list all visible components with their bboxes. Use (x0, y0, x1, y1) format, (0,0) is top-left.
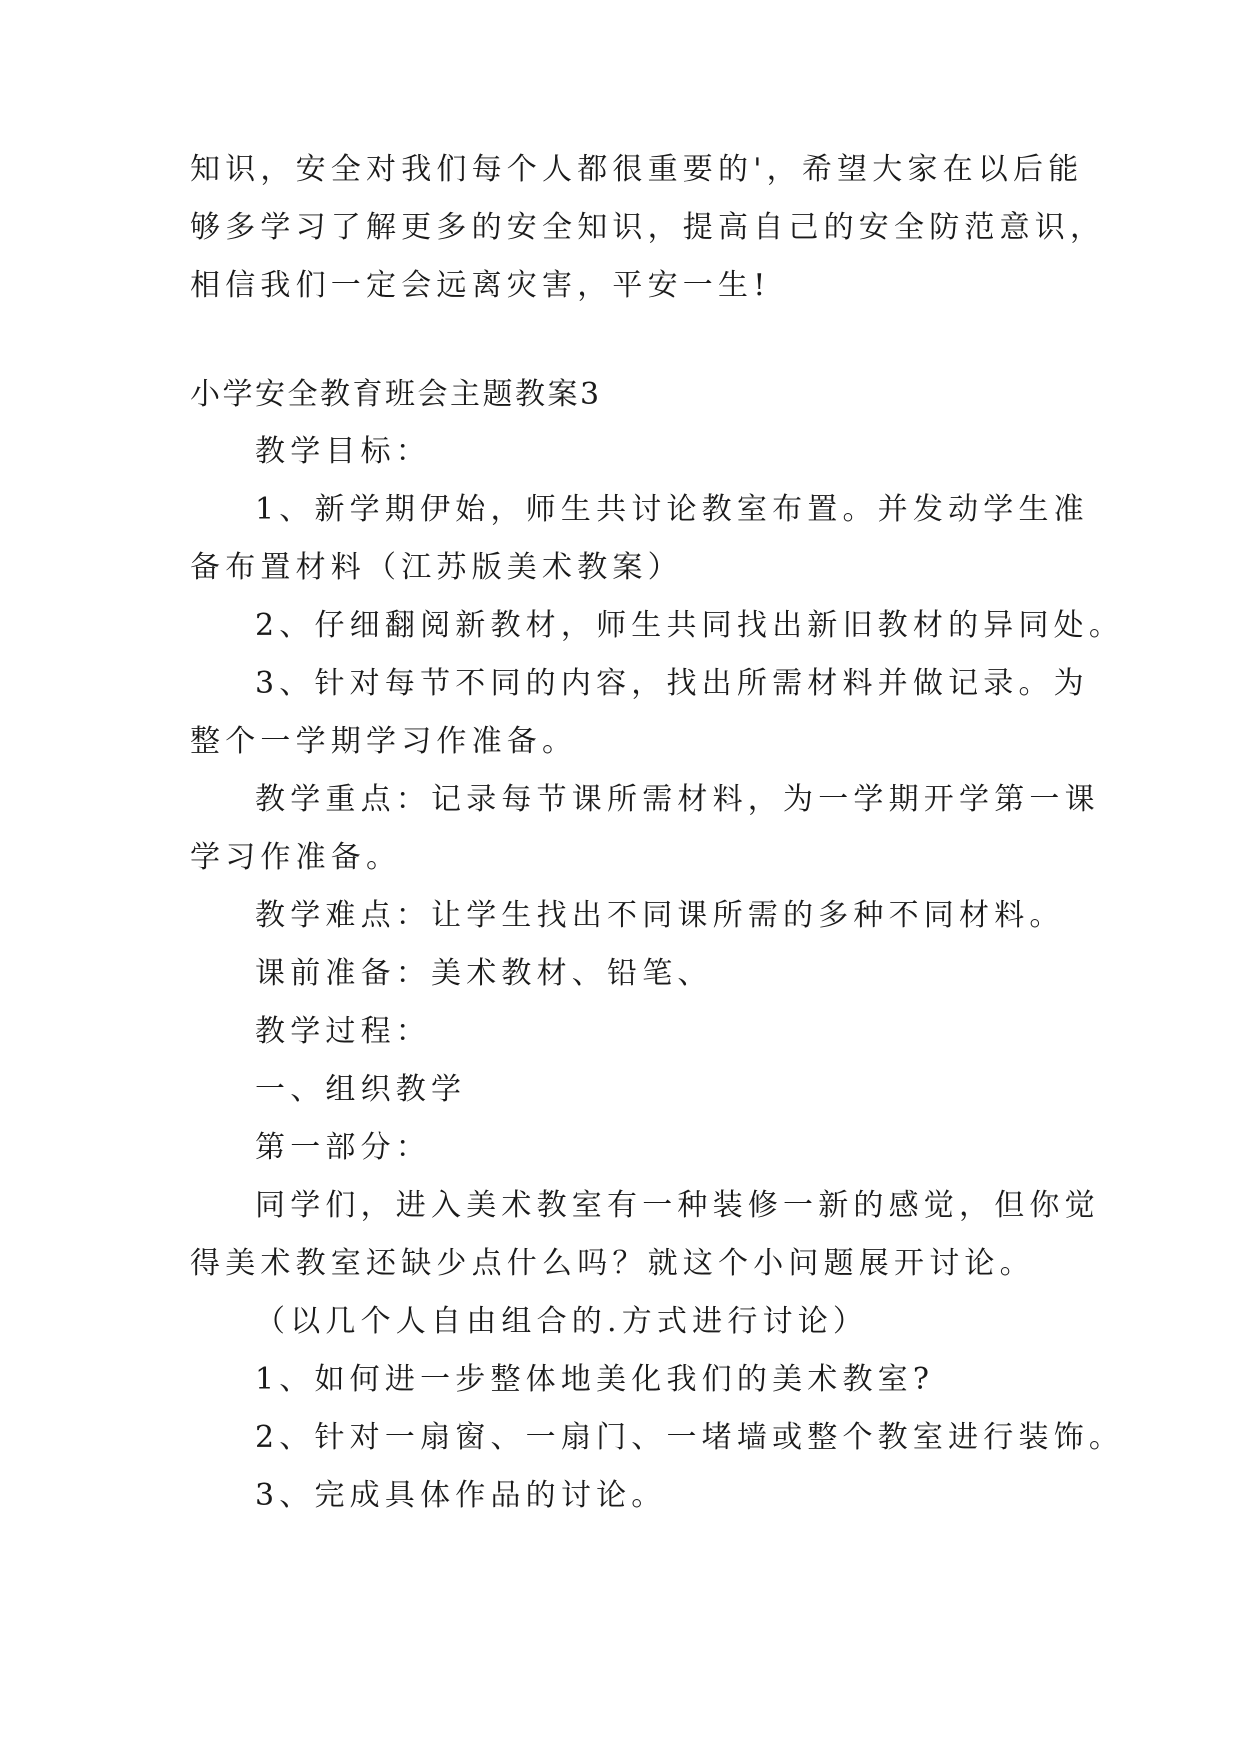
body-line-2: 1、新学期伊始，师生共讨论教室布置。并发动学生准 (255, 492, 1089, 527)
body-line-1: 教学目标： (255, 434, 431, 469)
body-line-3: 备布置材料（江苏版美术教案） (190, 550, 683, 585)
body-line-13: 第一部分： (255, 1130, 431, 1165)
body-line-5: 3、针对每节不同的内容，找出所需材料并做记录。为 (255, 666, 1089, 701)
body-line-7: 教学重点：记录每节课所需材料，为一学期开学第一课 (255, 782, 1100, 817)
body-line-18: 2、针对一扇窗、一扇门、一堵墙或整个教室进行装饰。 (255, 1420, 1125, 1455)
intro-line-3: 相信我们一定会远离灾害，平安一生! (190, 268, 771, 303)
body-line-19: 3、完成具体作品的讨论。 (255, 1478, 667, 1513)
intro-line-2: 够多学习了解更多的安全知识，提高自己的安全防范意识， (190, 210, 1106, 245)
section-title: 小学安全教育班会主题教案3 (190, 377, 602, 412)
body-line-8: 学习作准备。 (190, 840, 402, 875)
intro-line-1: 知识，安全对我们每个人都很重要的'，希望大家在以后能 (190, 152, 1084, 187)
body-line-17: 1、如何进一步整体地美化我们的美术教室? (255, 1362, 935, 1397)
body-line-16: （以几个人自由组合的.方式进行讨论） (255, 1304, 869, 1339)
body-line-14: 同学们，进入美术教室有一种装修一新的感觉，但你觉 (255, 1188, 1100, 1223)
body-line-9: 教学难点：让学生找出不同课所需的多种不同材料。 (255, 898, 1065, 933)
body-line-11: 教学过程： (255, 1014, 431, 1049)
body-line-4: 2、仔细翻阅新教材，师生共同找出新旧教材的异同处。 (255, 608, 1125, 643)
body-line-6: 整个一学期学习作准备。 (190, 724, 578, 759)
body-line-10: 课前准备：美术教材、铅笔、 (255, 956, 713, 991)
body-line-12: 一、组织教学 (255, 1072, 467, 1107)
body-line-15: 得美术教室还缺少点什么吗？就这个小问题展开讨论。 (190, 1246, 1035, 1281)
